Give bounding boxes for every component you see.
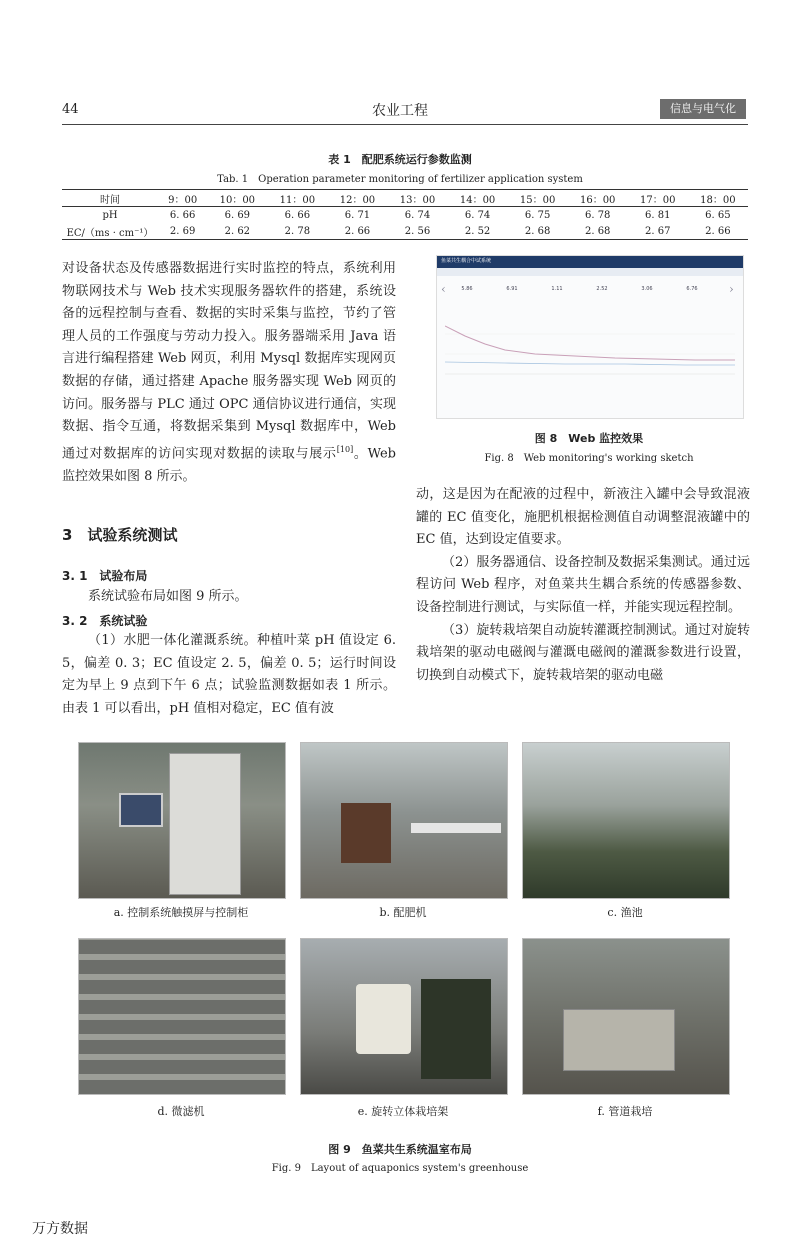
table-cell: 6. 66 bbox=[169, 209, 196, 221]
table-cell: pH bbox=[102, 209, 118, 221]
table-cell: EC/（ms · cm⁻¹） bbox=[62, 223, 158, 240]
gauge-readout: 1.11 bbox=[551, 286, 563, 292]
gauge-readout: 3.06 bbox=[641, 286, 653, 292]
gauge-readout: 6.91 bbox=[506, 286, 518, 292]
table-cell: 6. 74 bbox=[404, 209, 431, 221]
table-cell: 2. 68 bbox=[568, 223, 628, 240]
column-header: 11：00 bbox=[267, 190, 327, 207]
column-header: 10：00 bbox=[207, 190, 267, 207]
table-header-row bbox=[62, 190, 748, 207]
table-cell: 2. 52 bbox=[448, 223, 508, 240]
column-header: 12：00 bbox=[327, 190, 387, 207]
photo-label-b: b. 配肥机 bbox=[379, 906, 427, 919]
web-tab-bar bbox=[437, 268, 743, 276]
header-rule bbox=[62, 124, 748, 125]
section-3-heading: 3 试验系统测试 bbox=[62, 526, 178, 544]
column-header: 18：00 bbox=[688, 190, 748, 207]
journal-title: 农业工程 bbox=[372, 103, 428, 119]
fig8-caption-cn: 图 8 Web 监控效果 bbox=[534, 432, 644, 445]
page-number: 44 bbox=[62, 102, 79, 117]
web-app-title: 鱼菜共生耦合中试系统 bbox=[441, 258, 492, 264]
table-cell: 2. 66 bbox=[327, 223, 387, 240]
section-badge: 信息与电气化 bbox=[660, 99, 746, 119]
photo-label-d: d. 微滤机 bbox=[157, 1105, 205, 1118]
body-text: （3）旋转栽培架自动旋转灌溉控制测试。通过对旋转栽培架的驱动电磁阀与灌溉电磁阀的灌溉参数进行设置，切换到自动模式下，旋转栽培架的驱动电磁 bbox=[416, 622, 750, 683]
column-header: 16：00 bbox=[568, 190, 628, 207]
photo-rotating-rack bbox=[300, 938, 508, 1095]
section-3-2-heading: 3. 2 系统试验 bbox=[62, 614, 148, 628]
column-header: 13：00 bbox=[387, 190, 447, 207]
table-cell: 2. 69 bbox=[158, 223, 207, 240]
table-cell: 6. 74 bbox=[464, 209, 491, 221]
chevron-left-icon: ‹ bbox=[441, 282, 446, 296]
table-row bbox=[62, 223, 748, 240]
photo-microfilter bbox=[78, 938, 286, 1095]
photo-fertilizer-machine bbox=[300, 742, 508, 899]
trend-line-graphic bbox=[445, 314, 735, 384]
photo-control-cabinet bbox=[78, 742, 286, 899]
photo-label-e: e. 旋转立体栽培架 bbox=[357, 1105, 449, 1118]
table-cell: 6. 81 bbox=[645, 209, 671, 221]
chevron-right-icon: › bbox=[729, 282, 734, 296]
section-3-1-heading: 3. 1 试验布局 bbox=[62, 569, 148, 583]
gauge-readout: 6.76 bbox=[686, 286, 698, 292]
photo-pipe-culture bbox=[522, 938, 730, 1095]
table-cell: 2. 67 bbox=[628, 223, 688, 240]
fig8-caption-en: Fig. 8 Web monitoring's working sketch bbox=[484, 453, 694, 464]
gauge-readout: 2.52 bbox=[596, 286, 608, 292]
left-paragraph-1 bbox=[62, 258, 396, 488]
table-cell: 2. 62 bbox=[207, 223, 267, 240]
web-monitor-screenshot bbox=[436, 255, 744, 419]
body-text: （1）水肥一体化灌溉系统。种植叶菜 pH 值设定 6. 5，偏差 0. 3；EC 值设定 2. 5，偏差 0. 5；运行时间设定为早上 9 点到下午 6 点；试验监测数据如表 1 所示。由表 1 可以看出，pH 值相对稳定，EC 值有波 bbox=[62, 633, 396, 716]
photo-label-f: f. 管道栽培 bbox=[597, 1105, 653, 1118]
table-cell: 6. 66 bbox=[284, 209, 311, 221]
column-header: 9：00 bbox=[158, 190, 207, 207]
citation-ref: [10] bbox=[336, 444, 354, 454]
column-header: 时间 bbox=[62, 190, 158, 207]
body-text: 系统试验布局如图 9 所示。 bbox=[88, 589, 248, 604]
table-cell: 6. 69 bbox=[224, 209, 251, 221]
table-cell: 6. 65 bbox=[705, 209, 731, 221]
fig9-caption-en: Fig. 9 Layout of aquaponics system's greenhouse bbox=[271, 1163, 529, 1174]
table-cell: 6. 71 bbox=[344, 209, 371, 221]
column-header: 17：00 bbox=[628, 190, 688, 207]
photo-label-c: c. 渔池 bbox=[607, 906, 643, 919]
photo-label-a: a. 控制系统触摸屏与控制柜 bbox=[113, 906, 249, 919]
table-cell: 2. 78 bbox=[267, 223, 327, 240]
column-header: 14：00 bbox=[448, 190, 508, 207]
watermark-footer: 万方数据 bbox=[32, 1221, 88, 1237]
table1-caption-cn: 表 1 配肥系统运行参数监测 bbox=[328, 153, 472, 166]
table-cell: 6. 78 bbox=[584, 209, 611, 221]
table-cell: 2. 66 bbox=[688, 223, 748, 240]
table1-caption-en: Tab. 1 Operation parameter monitoring of fertilizer application system bbox=[217, 174, 583, 185]
table-cell: 2. 56 bbox=[387, 223, 447, 240]
table-cell: 2. 68 bbox=[508, 223, 568, 240]
table-cell: 6. 75 bbox=[524, 209, 551, 221]
body-text: 对设备状态及传感器数据进行实时监控的特点，系统利用物联网技术与 Web 技术实现服务器软件的搭建，系统设备的远程控制与查看、数据的实时采集与监控，节约了管理人员的工作强度与劳动力投入。服务器端采用 Java 语言进行编程搭建 Web 网页，利用 Mysql 数据库实现网页数据的存储，通过搭建 Apache 服务器实现 Web 网页的访问。服务器与 PLC 通过 OPC 通信协议进行通信，实现数据、指令互通，将数据采集到 Mysql 数据库中，Web 通过对数据库的访问实现对数据的读取与展示 bbox=[62, 261, 396, 462]
section-3-1-text bbox=[62, 586, 396, 609]
body-text: 。Web 监控效果如图 8 所示。 bbox=[62, 446, 396, 484]
section-3-2-text bbox=[62, 630, 396, 720]
right-column-text bbox=[416, 484, 750, 687]
body-text: （2）服务器通信、设备控制及数据采集测试。通过远程访问 Web 程序，对鱼菜共生耦合系统的传感器参数、设备控制进行测试，与实际值一样，并能实现远程控制。 bbox=[416, 554, 750, 615]
column-header: 15：00 bbox=[508, 190, 568, 207]
body-text: 动，这是因为在配液的过程中，新液注入罐中会导致混液罐的 EC 值变化，施肥机根据检测值自动调整混液罐中的 EC 值，达到设定值要求。 bbox=[416, 487, 750, 548]
web-header-bar bbox=[437, 256, 743, 268]
fig9-caption-cn: 图 9 鱼菜共生系统温室布局 bbox=[328, 1143, 472, 1156]
table-row bbox=[62, 207, 748, 224]
photo-fish-pond bbox=[522, 742, 730, 899]
table1 bbox=[62, 189, 748, 240]
gauge-readout: 5.86 bbox=[461, 286, 473, 292]
